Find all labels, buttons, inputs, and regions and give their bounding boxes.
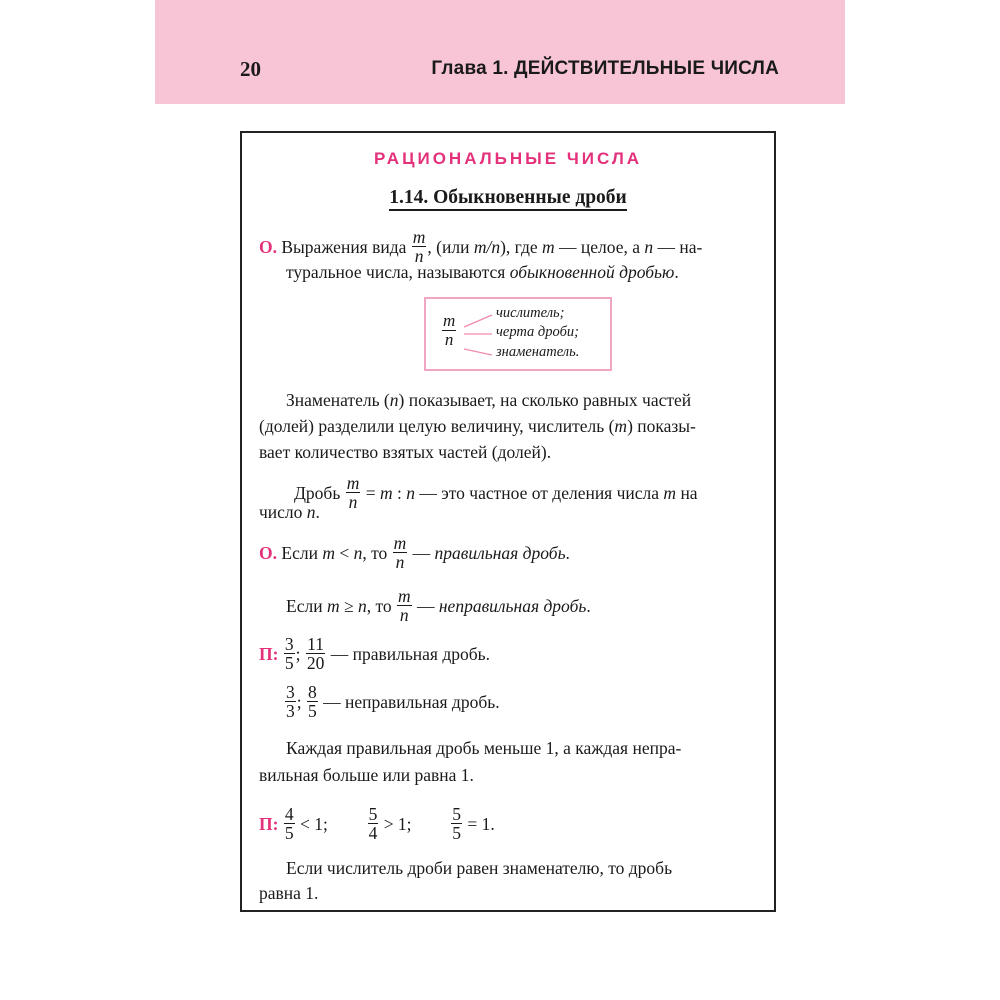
example-1-line-2: $\frac{3}{3}$ ; $\frac{8}{5}$ — неправильная дробь. (286, 682, 500, 722)
page-number: 20 (240, 57, 261, 81)
paragraph-1-line-3: вает количество взятых частей (долей). (259, 442, 552, 462)
fraction-11-20: $\frac{11}{20}$ (306, 634, 325, 674)
paragraph-2-line-1: Дробь $\frac{m}{n}$ = m : n — это частное от деления числа m на (294, 473, 698, 513)
fraction-m-n: $\frac{m}{n}$ (346, 473, 360, 513)
fraction-3-5: $\frac{3}{5}$ (284, 634, 294, 674)
fraction-8-5: $\frac{8}{5}$ (308, 682, 317, 722)
example-2: П: $\frac{4}{5}$ < 1; $\frac{5}{4}$ > 1; $\frac{5}{5}$ = 1. (259, 804, 495, 844)
subsection-title: 1.14. Обыкновенные дроби (242, 187, 774, 209)
definition-3: Если m ≥ n, то $\frac{m}{n}$ — неправильная дробь. (286, 586, 591, 626)
term-improper-fraction: неправильная дробь (438, 595, 587, 616)
example-mark: П: (259, 813, 279, 834)
paragraph-3-line-1: Каждая правильная дробь меньше 1, а каждая непра- (286, 738, 682, 758)
definition-mark: О. (259, 542, 277, 563)
example-mark: П: (259, 643, 279, 664)
scheme-fraction: m n (443, 311, 456, 349)
scheme-label-denominator: знаменатель. (496, 344, 580, 360)
paragraph-4-line-2: равна 1. (259, 883, 319, 903)
definition-mark: О. (259, 236, 277, 257)
term-proper-fraction: правильная дробь (434, 542, 566, 563)
definition-2: О. Если m < n, то $\frac{m}{n}$ — правильная дробь. (259, 533, 570, 573)
fraction-scheme-box (424, 297, 612, 371)
example-1-line-1: П: $\frac{3}{5}$ ; $\frac{11}{20}$ — правильная дробь. (259, 634, 491, 674)
definition-1-line-2: туральное числа, называются обыкновенной дробью. (286, 262, 679, 282)
section-title: РАЦИОНАЛЬНЫЕ ЧИСЛА (373, 149, 643, 168)
fraction-4-5: $\frac{4}{5}$ (284, 804, 294, 844)
paragraph-1-line-2: (долей) разделили целую величину, числитель (m) показы- (259, 416, 696, 436)
definition-1-line-1: О. Выражения вида $\frac{m}{n}$ , (или m/n), где m — целое, а n — на- (259, 227, 703, 267)
term-common-fraction: обыкновенной дробью (509, 262, 675, 282)
fraction-m-n: $\frac{m}{n}$ (393, 533, 407, 573)
paragraph-4-line-1: Если числитель дроби равен знаменателю, то дробь (286, 858, 673, 878)
fraction-3-3: $\frac{3}{3}$ (286, 682, 295, 722)
fraction-m-n: $\frac{m}{n}$ (412, 227, 426, 267)
scheme-label-bar: черта дроби; (496, 324, 579, 340)
paragraph-3-line-2: вильная больше или равна 1. (259, 765, 474, 785)
chapter-title: Глава 1. ДЕЙСТВИТЕЛЬНЫЕ ЧИСЛА (431, 58, 779, 79)
page-header (155, 0, 845, 104)
scheme-label-numerator: числитель; (496, 305, 565, 321)
fraction-5-5: $\frac{5}{5}$ (452, 804, 462, 844)
fraction-5-4: $\frac{5}{4}$ (368, 804, 378, 844)
paragraph-2-line-2: число n. (259, 502, 320, 522)
fraction-m-n: $\frac{m}{n}$ (397, 586, 411, 626)
content-frame (240, 131, 776, 912)
paragraph-1-line-1: Знаменатель (n) показывает, на сколько равных частей (286, 390, 692, 410)
